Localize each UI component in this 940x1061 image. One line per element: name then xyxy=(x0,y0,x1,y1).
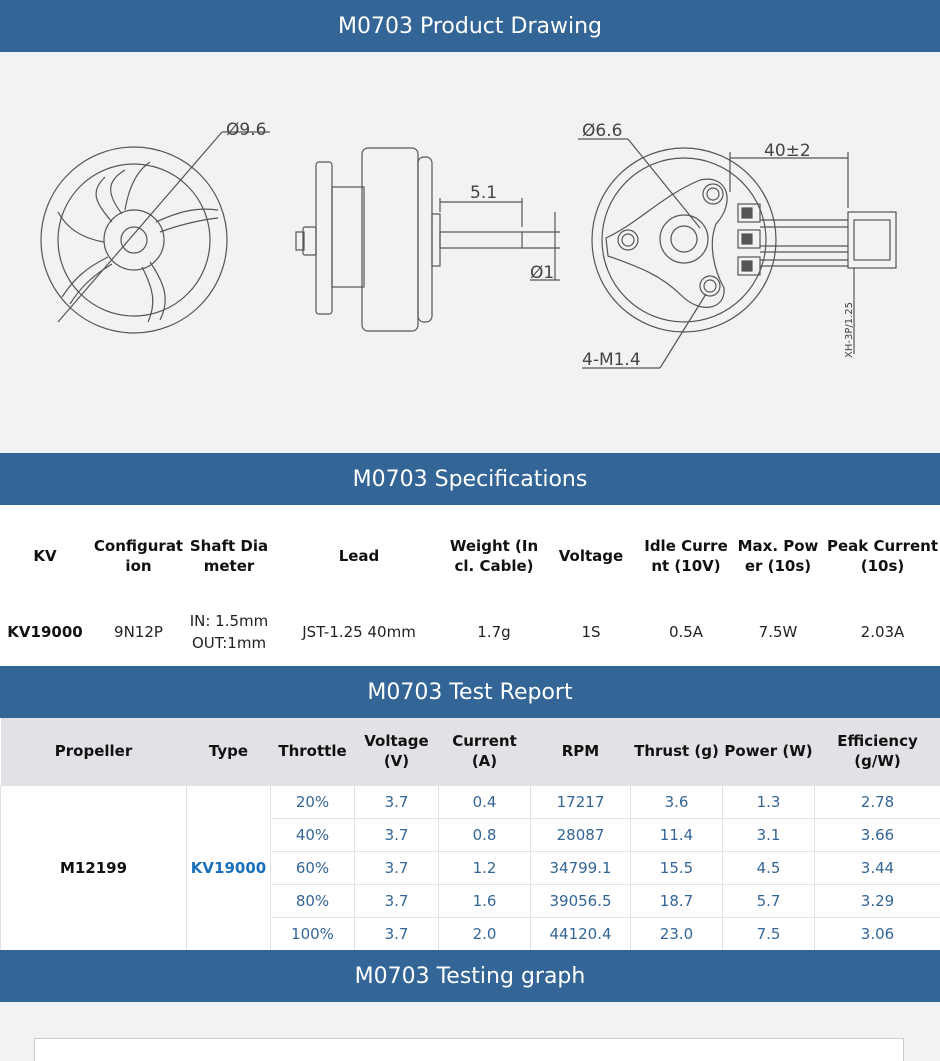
report-cell: 60% xyxy=(271,851,355,884)
spec-header: Lead xyxy=(338,547,380,565)
dim-mount-holes: 4-M1.4 xyxy=(582,350,641,370)
spec-header: Weight (Incl. Cable) xyxy=(449,537,539,575)
dim-lead-length: 40±2 xyxy=(764,141,811,161)
dim-shaft-length: 5.1 xyxy=(470,183,498,203)
report-header: Voltage (V) xyxy=(355,718,439,785)
report-cell: 3.7 xyxy=(355,851,439,884)
report-cell: 80% xyxy=(271,884,355,917)
report-header: Propeller xyxy=(1,718,187,785)
drawing-section-title: M0703 Product Drawing xyxy=(0,0,940,52)
spec-header: Max. Power (10s) xyxy=(737,537,819,575)
report-cell: 28087 xyxy=(531,818,631,851)
report-header: RPM xyxy=(531,718,631,785)
report-cell: 17217 xyxy=(531,785,631,818)
spec-header: Peak Current(10s) xyxy=(827,537,938,575)
report-header: Throttle xyxy=(271,718,355,785)
dim-outer-diameter: Ø9.6 xyxy=(226,120,267,140)
report-cell: 100% xyxy=(271,917,355,950)
report-cell: 3.06 xyxy=(815,917,940,950)
spec-shaft-diameter xyxy=(187,607,271,657)
specs-section-title: M0703 Specifications xyxy=(0,453,940,505)
specifications-table xyxy=(0,505,940,667)
report-cell: 15.5 xyxy=(631,851,723,884)
spec-shaft-in: IN: 1.5mm xyxy=(189,612,269,630)
report-cell: 1.6 xyxy=(439,884,531,917)
spec-configuration: 9N12P xyxy=(114,623,163,641)
spec-max-power: 7.5W xyxy=(758,623,798,641)
report-header: Power (W) xyxy=(723,718,815,785)
report-propeller: M12199 xyxy=(1,785,187,950)
testing-graph-area xyxy=(0,1002,940,1061)
report-section-title: M0703 Test Report xyxy=(0,666,940,718)
report-cell: 0.8 xyxy=(439,818,531,851)
report-header: Efficiency (g/W) xyxy=(815,718,940,785)
report-cell: 3.7 xyxy=(355,785,439,818)
report-cell: 2.0 xyxy=(439,917,531,950)
product-drawing xyxy=(0,52,940,454)
report-cell: 3.7 xyxy=(355,917,439,950)
spec-shaft-out: OUT:1mm xyxy=(191,634,267,652)
report-cell: 7.5 xyxy=(723,917,815,950)
motor-side-view xyxy=(296,148,560,331)
spec-header: KV xyxy=(33,547,57,565)
report-cell: 3.7 xyxy=(355,818,439,851)
report-cell: 23.0 xyxy=(631,917,723,950)
report-cell: 3.7 xyxy=(355,884,439,917)
report-cell: 5.7 xyxy=(723,884,815,917)
report-cell: 20% xyxy=(271,785,355,818)
report-cell: 44120.4 xyxy=(531,917,631,950)
report-type: KV19000 xyxy=(187,785,271,950)
report-cell: 3.1 xyxy=(723,818,815,851)
report-cell: 40% xyxy=(271,818,355,851)
report-cell: 1.2 xyxy=(439,851,531,884)
testing-graph-frame xyxy=(34,1038,904,1061)
spec-weight: 1.7g xyxy=(477,623,511,641)
report-cell: 2.78 xyxy=(815,785,940,818)
dim-shaft-diameter: Ø1 xyxy=(530,263,555,283)
report-cell: 3.6 xyxy=(631,785,723,818)
report-cell: 3.29 xyxy=(815,884,940,917)
graph-section-title: M0703 Testing graph xyxy=(0,950,940,1002)
spec-header: Configuration xyxy=(93,537,184,575)
report-cell: 11.4 xyxy=(631,818,723,851)
report-cell: 39056.5 xyxy=(531,884,631,917)
table-row xyxy=(1,785,940,818)
test-report-table xyxy=(0,718,940,950)
connector-label: XH-3P/1.25 xyxy=(844,301,855,358)
dim-bolt-circle: Ø6.6 xyxy=(582,121,623,141)
spec-header: Idle Current (10V) xyxy=(644,537,728,575)
report-cell: 0.4 xyxy=(439,785,531,818)
report-cell: 18.7 xyxy=(631,884,723,917)
spec-kv: KV19000 xyxy=(7,623,83,641)
report-header: Thrust (g) xyxy=(631,718,723,785)
spec-idle-current: 0.5A xyxy=(668,623,704,641)
report-cell: 3.66 xyxy=(815,818,940,851)
motor-front-view xyxy=(41,132,270,333)
report-cell: 1.3 xyxy=(723,785,815,818)
spec-lead: JST-1.25 40mm xyxy=(302,623,416,641)
report-cell: 4.5 xyxy=(723,851,815,884)
report-cell: 3.44 xyxy=(815,851,940,884)
spec-voltage: 1S xyxy=(581,623,601,641)
report-header: Current (A) xyxy=(439,718,531,785)
spec-header: Voltage xyxy=(558,547,624,565)
report-cell: 34799.1 xyxy=(531,851,631,884)
spec-header: Shaft Diameter xyxy=(189,537,269,575)
spec-peak-current: 2.03A xyxy=(860,623,905,641)
report-header: Type xyxy=(187,718,271,785)
